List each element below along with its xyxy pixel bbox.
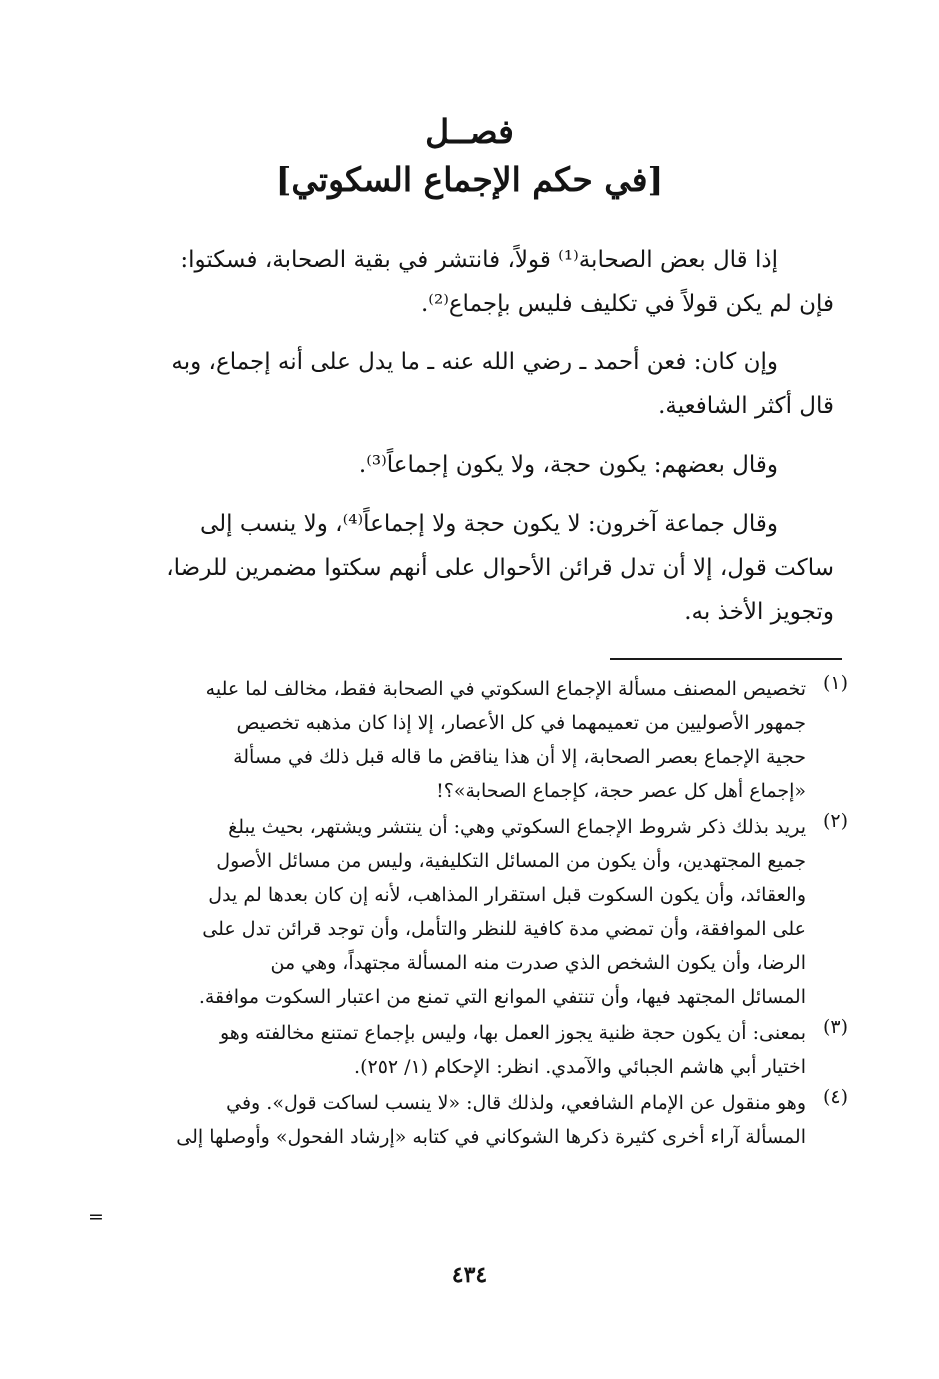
page-number: ٤٣٤	[451, 1262, 488, 1288]
text-line: وقال بعضهم: يكون حجة، ولا يكون إجماعاً⁽³⁾.	[358, 452, 778, 478]
footnote-line: جميع المجتهدين، وأن يكون من المسائل التكليفية، وليس من مسائل الأصول	[216, 850, 806, 872]
footnote-number: (٢)	[822, 810, 848, 832]
footnote-line: جمهور الأصوليين من تعميمهما في كل الأعصار، إلا إذا كان مذهبه تخصيص	[236, 712, 806, 734]
continuation-mark: =	[88, 1206, 104, 1228]
footnote-line: اختيار أبي هاشم الجبائي والآمدي. انظر: الإحكام (١/ ٢٥٢).	[354, 1056, 806, 1078]
footnote-line: «إجماع أهل كل عصر حجة، كإجماع الصحابة»؟!	[436, 780, 806, 802]
paragraph-2	[112, 340, 834, 428]
footnotes	[88, 672, 848, 1156]
footnote-line: الرضا، وأن يكون الشخص الذي صدرت منه المسألة مجتهداً، وهي من	[270, 952, 806, 974]
paragraph-4	[112, 502, 834, 634]
footnote-line: حجية الإجماع بعصر الصحابة، إلا أن هذا يناقض ما قاله قبل ذلك في مسألة	[233, 746, 806, 768]
footnote-divider	[610, 658, 842, 660]
paragraph-3	[112, 443, 834, 487]
footnote-line: المسائل المجتهد فيها، وأن تنتفي الموانع التي تمنع من اعتبار السكوت موافقة.	[198, 986, 806, 1008]
text-line: وإن كان: فعن أحمد ـ رضي الله عنه ـ ما يدل على أنه إجماع، وبه	[171, 349, 778, 375]
footnote-line: وهو منقول عن الإمام الشافعي، ولذلك قال: «لا ينسب لساكت قول». وفي	[226, 1092, 806, 1114]
footnote-line: والعقائد، وأن يكون السكوت قبل استقرار المذاهب، لأنه إن كان بعدها لم يدل	[208, 884, 806, 906]
section-title: [في حكم الإجماع السكوتي]	[275, 160, 664, 199]
text-line: قال أكثر الشافعية.	[658, 393, 834, 419]
footnote-number: (١)	[822, 672, 848, 694]
footnote-line: تخصيص المصنف مسألة الإجماع السكوتي في الصحابة فقط، مخالف لما عليه	[205, 678, 806, 700]
footnote-line: بمعنى: أن يكون حجة ظنية يجوز العمل بها، وليس بإجماع تمتنع مخالفته وهو	[219, 1022, 806, 1044]
footnote-1	[88, 672, 848, 808]
footnote-3	[88, 1016, 848, 1084]
footnote-number: (٣)	[822, 1016, 848, 1038]
footnote-line: يريد بذلك ذكر شروط الإجماع السكوتي وهي: أن ينتشر ويشتهر، بحيث يبلغ	[228, 816, 806, 838]
text-line: وقال جماعة آخرون: لا يكون حجة ولا إجماعاً⁽⁴⁾، ولا ينسب إلى	[199, 511, 778, 537]
footnote-2	[88, 810, 848, 1014]
footnote-number: (٤)	[822, 1086, 848, 1108]
text-line: إذا قال بعض الصحابة⁽¹⁾ قولاً، فانتشر في بقية الصحابة، فسكتوا:	[180, 247, 778, 273]
paragraph-1	[112, 238, 834, 326]
section-label: فصــل	[425, 112, 514, 151]
text-line: فإن لم يكن قولاً في تكليف فليس بإجماع⁽²⁾.	[420, 291, 834, 317]
footnote-line: المسألة آراء أخرى كثيرة ذكرها الشوكاني في كتابه «إرشاد الفحول» وأوصلها إلى	[176, 1126, 806, 1148]
text-line: وتجويز الأخذ به.	[684, 599, 834, 625]
text-line: ساكت قول، إلا أن تدل قرائن الأحوال على أنهم سكتوا مضمرين للرضا،	[166, 555, 834, 581]
footnote-4	[88, 1086, 848, 1154]
footnote-line: على الموافقة، وأن تمضي مدة كافية للنظر والتأمل، وأن توجد قرائن تدل على	[202, 918, 806, 940]
